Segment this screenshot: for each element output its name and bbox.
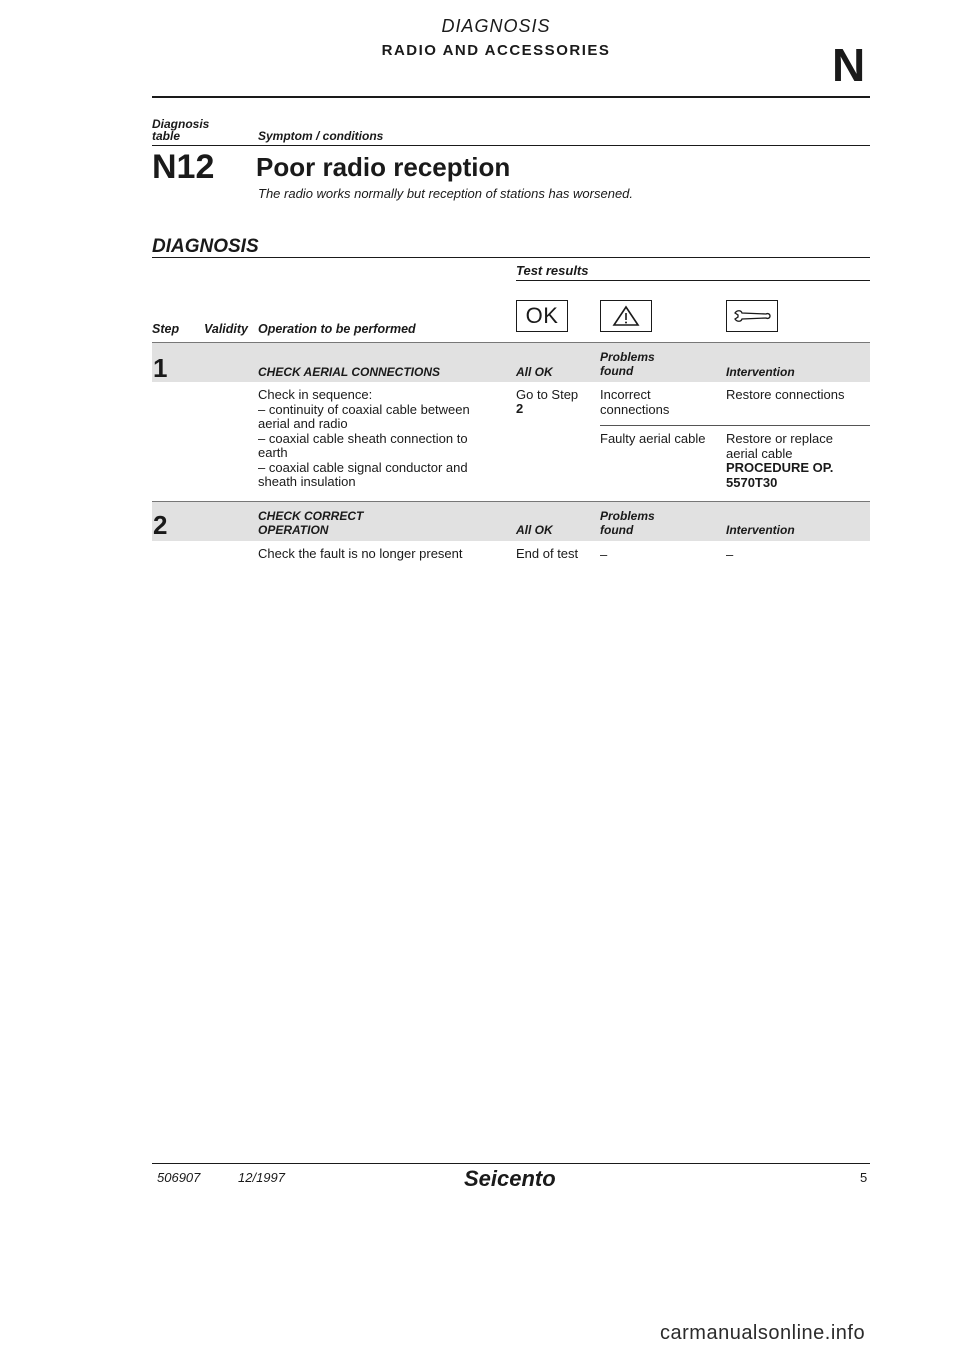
diagnosis-rule [152, 257, 870, 258]
step-1-operation-text: Check in sequence: – continuity of coaxial cable between aerial and radio – coaxial cable sheath connection to earth – coaxial cable signal conductor and sheath insulation [258, 387, 470, 489]
diagnosis-heading: DIAGNOSIS [152, 236, 259, 257]
header-section-title: RADIO AND ACCESSORIES [381, 42, 611, 59]
step-1-problems-found: Problems found [600, 350, 655, 378]
step-2-number: 2 [153, 510, 168, 540]
step-2-problem-dash: – [600, 547, 608, 562]
step-1-intervention: Intervention [726, 365, 795, 379]
step-1-top-rule [152, 342, 870, 343]
operation-column-header: Operation to be performed [258, 322, 416, 336]
watermark-text: carmanualsonline.info [660, 1322, 866, 1344]
ok-icon-label: OK [525, 303, 559, 328]
step-2-intervention: Intervention [726, 523, 795, 537]
warning-triangle-glyph [612, 305, 640, 327]
step-2-problems-found: Problems found [600, 509, 655, 537]
symptom-conditions-label: Symptom / conditions [258, 129, 384, 143]
step-1-title: CHECK AERIAL CONNECTIONS [258, 365, 441, 379]
test-results-label: Test results [516, 263, 589, 278]
step-1-problem-1: Incorrect connections [600, 387, 670, 417]
section-letter: N [832, 39, 866, 91]
step-1-procedure: PROCEDURE OP. 5570T30 [726, 460, 834, 490]
step-1-intervention-2: Restore or replace aerial cable [726, 431, 833, 461]
step-2-title: CHECK CORRECT OPERATION [258, 509, 364, 537]
heading-rule [152, 145, 870, 146]
test-results-rule [516, 280, 870, 281]
wrench-icon [726, 300, 778, 332]
footer-page-number: 5 [860, 1170, 868, 1185]
header-rule [152, 96, 870, 98]
step-1-ok-result-step: 2 [516, 401, 524, 416]
ok-icon [516, 300, 568, 332]
step-1-all-ok: All OK [516, 365, 553, 379]
warning-triangle-icon [600, 300, 652, 332]
wrench-glyph [732, 308, 772, 324]
footer-doc-number: 506907 [157, 1170, 201, 1185]
footer-rule [152, 1163, 870, 1164]
symptom-code: N12 [152, 148, 215, 186]
validity-column-header: Validity [204, 322, 248, 336]
step-1-number: 1 [153, 353, 168, 383]
step-1-ok-result: Go to Step [516, 387, 579, 402]
step-2-ok-result: End of test [516, 546, 579, 561]
step-column-header: Step [152, 322, 180, 336]
footer-brand-logo: Seicento [464, 1166, 556, 1191]
symptom-title: Poor radio reception [256, 152, 511, 182]
step-1-intervention-1: Restore connections [726, 387, 845, 402]
symptom-description: The radio works normally but reception of stations has worsened. [258, 186, 634, 201]
header-category: DIAGNOSIS [441, 16, 551, 36]
step-2-top-rule [152, 501, 870, 502]
step-1-problem-divider [600, 425, 870, 426]
diagnosis-table-label: Diagnosis table [152, 117, 210, 143]
step-1-problem-2: Faulty aerial cable [600, 431, 706, 446]
step-2-all-ok: All OK [516, 523, 553, 537]
step-2-operation-text: Check the fault is no longer present [258, 546, 463, 561]
step-2-intervention-dash: – [726, 547, 734, 562]
footer-date: 12/1997 [238, 1170, 285, 1185]
